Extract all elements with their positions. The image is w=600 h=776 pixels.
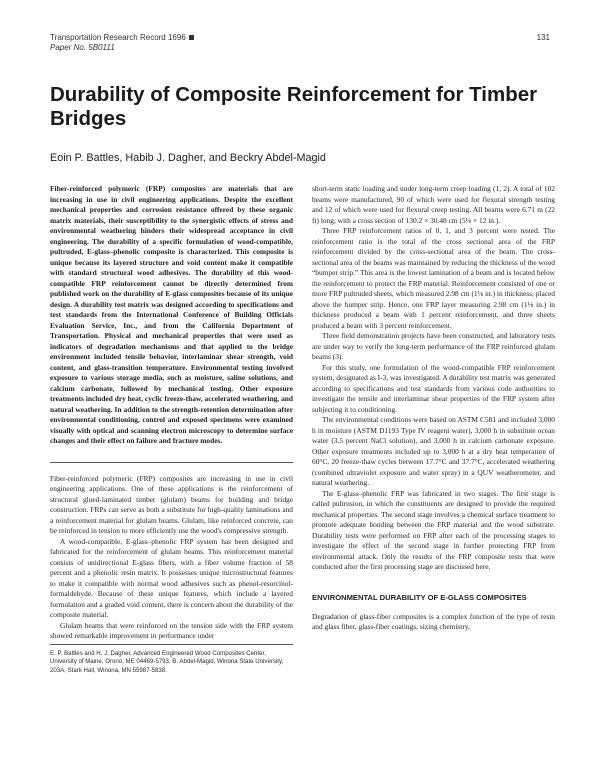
body-paragraph: Glulam beams that were reinforced on the tension side with the FRP system showed remarkable improvement in performance under (50, 620, 293, 640)
body-paragraph: The environmental conditions were based on ASTM C581 and included 3,000 h in moisture (ASTM D1193 Type IV reagent water), 3,000 h in substitute ocean water (3.5 percent NaCl solution), and 3,000 h in calcium carbonate exposure. Other exposure treatments included up to 3,000 h at a dry heat temperature of 60°C, 20 freeze-thaw cycles between 17.7°C and 37.7°C, accelerated weathering (combined ultraviolet exposure and water spray) in a QUV weatherometer, and natural weathering. (312, 415, 555, 487)
body-paragraph: A wood-compatible, E-glass–phenolic FRP system has been designed and fabricated for the reinforcement of glulam beams. This reinforcement material consists of unidirectional E-glass fibers, with a fiber volume fraction of 58 percent and a phenolic resin matrix. It possesses unique microstructural features to make it compatible with normal wood adhesives such as phenol-resorcinol-formaldehyde. Because of these unique features, which include a layered formulation and a graded void content, there is concern about the durability of the composite material. (50, 536, 293, 619)
abstract-divider (50, 462, 293, 463)
left-column (50, 184, 293, 675)
square-bullet-icon (189, 35, 194, 40)
author-line: Eoin P. Battles, Habib J. Dagher, and Beckry Abdel-Magid (50, 152, 326, 164)
paper-number: Paper No. 5B0111 (50, 43, 115, 52)
body-paragraph: Three field demonstration projects have been constructed, and laboratory tests are under way to verify the long-term performance of the FRP reinforced glulam beams (3). (312, 331, 555, 361)
page-number: 131 (536, 33, 550, 42)
author-affiliation-footnote: E. P. Battles and H. J. Dagher, Advanced Engineered Wood Composites Center, University of Maine, Orono, ME 04469-5793. B. Abdel-Magid, Winona State University, 203A, Stark Hall, Winona, MN 55987-5838. (50, 649, 284, 674)
body-paragraph: The E-glass–phenolic FRP was fabricated in two stages. The first stage is called pultrusion, in which the constituents are designed to provide the required mechanical properties. The second stage involves a chemical surface treatment to promote adequate bonding between the FRP material and the wood substrate. Durability tests were performed on FRP after each of the processing stages to investigate the effect of the second stage in further protecting FRP from environmental attack. Only the results of the FRP composite tests that were conducted after the first processing stage are discussed here. (312, 488, 555, 571)
right-column (312, 184, 555, 633)
journal-name: Transportation Research Record 1696 (50, 33, 186, 42)
body-paragraph: Degradation of glass-fiber composites is a complex function of the type of resin and glass fiber, glass-fiber coatings, sizing chemistry, (312, 611, 555, 631)
running-head (50, 33, 550, 53)
body-paragraph: For this study, one formulation of the wood-compatible FRP reinforcement system, designated as I-3, was investigated. A durability test matrix was generated according to specifications and test standards from various code authorities to investigate the tensile and interlaminar shear properties of the FRP system after subjecting it to conditioning. (312, 362, 556, 414)
body-paragraph: Fiber-reinforced polymeric (FRP) composites are increasing in use in civil engineering applications. One of these applications is the reinforcement of structural glued-laminated timber (glulam) beams for building and bridge construction. FRPs can serve as both a substitute for high-quality laminations and a reinforcement material for glulam beams. Glulam, like reinforced concrete, can be reinforced in tension to more efficiently use the wood's compressive strength. (50, 473, 293, 535)
article-title: Durability of Composite Reinforcement for Timber Bridges (50, 83, 538, 130)
footnote-divider (50, 644, 293, 645)
section-heading: ENVIRONMENTAL DURABILITY OF E-GLASS COMPOSITES (312, 592, 527, 602)
body-paragraph: Three FRP reinforcement ratios of 0, 1, and 3 percent were tested. The reinforcement ratio is the total of the cross sectional area of the FRP reinforcement divided by the cross-sectional area of the beam. The cross-sectional area of the beams was maintained by reducing the thickness of the wood “bumper strip.” This area is the lowest lamination of a beam and is located below the reinforcement to protect the FRP material. Reinforcement consisted of one or more FRP pultruded sheets, which measured 2.98 cm (1⅛ in.) in thickness, placed above the bumper strip. Hence, one FRP layer measuring 2.98 cm (1⅛ in.) in thickness produced a beam with 1 percent reinforcement, and three sheets produced a beam with 3 percent reinforcement. (312, 226, 555, 330)
body-paragraph: short-term static loading and under long-term creep loading (1, 2). A total of 102 beams were manufactured, 90 of which were used for flexural strength testing and 12 of which were used for flexural creep testing. All beams were 6.71 m (22 ft) long, with a cross section of 130.2 × 30.48 cm (5⅛ × 12 in.). (312, 184, 555, 225)
abstract: Fiber-reinforced polymeric (FRP) composites are materials that are increasing in use in civil engineering applications. Despite the excellent mechanical properties and corrosion resistance offered by these organic matrix materials, their susceptibility to the synergistic effects of stress and environmental weathering hinders their widespread acceptance in civil engineering. The durability of a specific formulation of wood-compatible, pultruded, E-glass–phenolic composite is characterized. This composite is unique because its layered structure and void content make it compatible with standard structural wood adhesives. The durability of this wood-compatible FRP reinforcement cannot be directly determined from published work on the durability of E-glass composites because of its unique design. A durability test matrix was designed according to specifications and test standards from the International Conference of Building Officials Evaluation Service, Inc., and from the California Department of Transportation. Physical and mechanical properties that were used as indicators of degradation mechanisms and that applied to the bridge environment included tensile behavior, interlaminar shear strength, void content, and glass-transition temperature. Environmental testing involved exposure to various storage media, such as moisture, saline solutions, and calcium carbonate, followed by mechanical testing. Other exposure treatments included dry heat, cyclic freeze-thaw, accelerated weathering, and natural weathering. In addition to the strength-retention determination after environmental conditioning, control and exposed specimens were examined visually with optical and scanning electron microscopy to determine surface changes and their effect on failure and fracture modes. (50, 184, 293, 445)
